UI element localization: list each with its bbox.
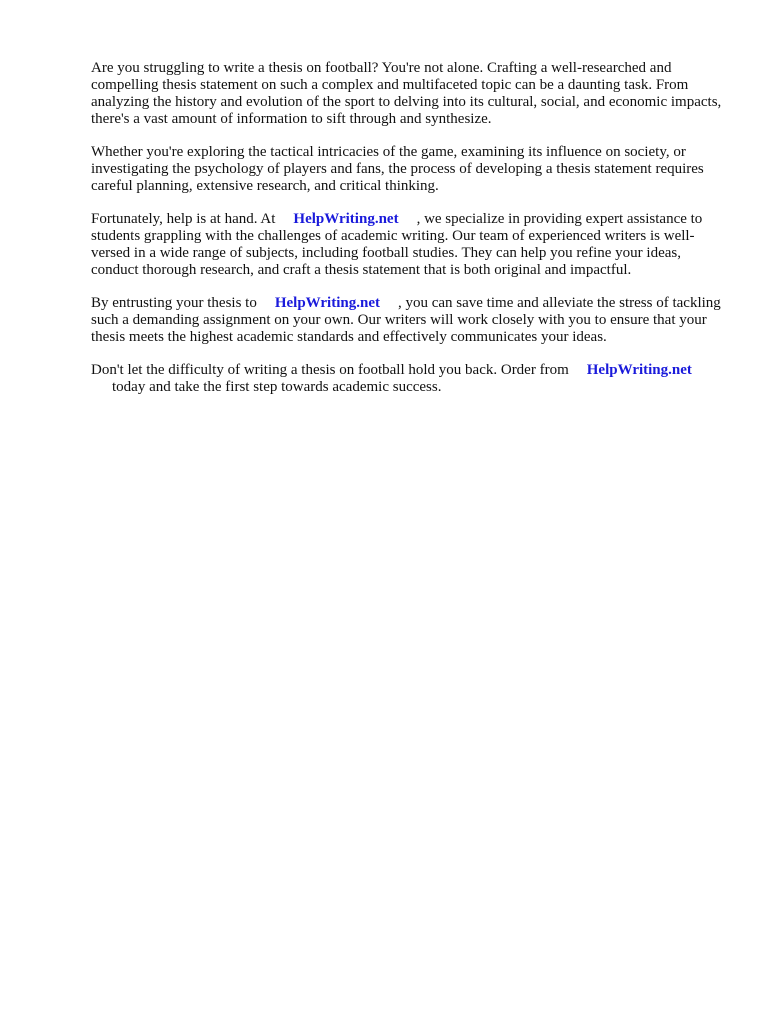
- paragraph-help-text-after: , we specialize in providing expert assistance to students grappling with the challenges of academic writing. Our team of experienced writers is well-versed in a wide range of subjects, including football studies. They can help you refine your ideas, conduct thorough research, and craft a thesis statement that is both original and impactful.: [91, 211, 703, 278]
- paragraph-order-text-after: today and take the first step towards academic success.: [112, 379, 442, 395]
- paragraph-order: [91, 362, 731, 396]
- helpwriting-link-1[interactable]: HelpWriting.net: [293, 211, 399, 227]
- paragraph-intro-text: Are you struggling to write a thesis on football? You're not alone. Crafting a well-researched and compelling thesis statement on such a complex and multifaceted topic can be a daunting task. From analyzing the history and evolution of the sport to delving into its cultural, social, and economic impacts, there's a vast amount of information to sift through and synthesize.: [91, 60, 722, 127]
- paragraph-order-text-before: Don't let the difficulty of writing a thesis on football hold you back. Order from: [91, 362, 569, 378]
- paragraph-help: [91, 211, 731, 279]
- helpwriting-link-3[interactable]: HelpWriting.net: [586, 362, 692, 378]
- paragraph-process-text: Whether you're exploring the tactical intricacies of the game, examining its influence on society, or investigating the psychology of players and fans, the process of developing a thesis statement requires careful planning, extensive research, and critical thinking.: [91, 144, 704, 194]
- paragraph-help-text-before: Fortunately, help is at hand. At: [91, 211, 276, 227]
- paragraph-entrust-text-before: By entrusting your thesis to: [91, 295, 257, 311]
- paragraph-process: [91, 144, 731, 195]
- paragraph-entrust: [91, 295, 731, 346]
- helpwriting-link-2[interactable]: HelpWriting.net: [274, 295, 380, 311]
- paragraph-intro: [91, 60, 731, 128]
- paragraph-entrust-text-after: , you can save time and alleviate the stress of tackling such a demanding assignment on your own. Our writers will work closely with you to ensure that your thesis meets the highest academic standards and effectively communicates your ideas.: [91, 295, 721, 345]
